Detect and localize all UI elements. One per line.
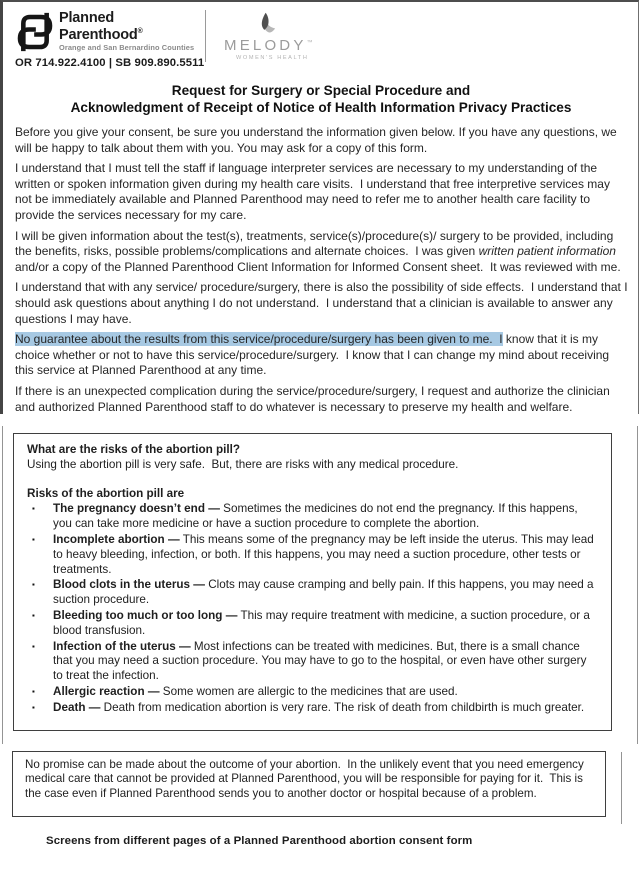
em-dash: —: [193, 578, 205, 592]
italic-phrase: written patient information: [478, 244, 616, 259]
em-dash: —: [147, 684, 160, 698]
risk-term: Allergic reaction: [53, 684, 145, 698]
risk-item: [27, 701, 598, 716]
risks-intro: Using the abortion pill is very safe. But, there are risks with any medical procedure.: [27, 457, 459, 471]
melody-tagline: WOMEN'S HEALTH: [236, 55, 309, 61]
em-dash: —: [208, 502, 220, 516]
risk-text: [53, 701, 598, 716]
consent-page-section: [0, 0, 639, 414]
highlighted-text: No guarantee about the results from this service/procedure/surgery has been given to me. I: [15, 332, 503, 347]
risk-description: Most infections can be treated with medicines. But, there is a small chance that you may need a suction procedure. You may have to go to the hospital, or even have other surgery to treat the infection.: [53, 639, 587, 683]
risk-term: The pregnancy doesn’t end: [53, 502, 205, 516]
em-dash: —: [167, 532, 180, 546]
risks-page-section: [2, 426, 638, 744]
pp-affiliate: Orange and San Bernardino Counties: [59, 42, 195, 52]
header: [15, 10, 627, 69]
page-edge-line: [621, 752, 622, 824]
risk-description: Death from medication abortion is very rare. The risk of death from childbirth is much greater.: [103, 700, 585, 714]
risk-text: [53, 533, 598, 577]
risk-text: [53, 685, 598, 700]
image-caption: Screens from different pages of a Planned Parenthood abortion consent form: [46, 835, 473, 847]
risk-item: [27, 502, 598, 532]
risk-term: Infection of the uterus: [53, 639, 176, 653]
trademark-mark: ™: [306, 40, 313, 46]
planned-parenthood-logo: [15, 10, 205, 69]
form-title-line2: Acknowledgment of Receipt of Notice of Health Information Privacy Practices: [70, 100, 572, 115]
bullet-square-icon: ▪: [32, 580, 35, 590]
form-title: [15, 82, 627, 116]
risks-box: [13, 433, 612, 731]
em-dash: —: [178, 639, 191, 653]
bullet-square-icon: ▪: [32, 504, 35, 514]
em-dash: —: [88, 700, 101, 714]
pp-name-line1: Planned: [59, 10, 114, 26]
risk-description: Some women are allergic to the medicines that are used.: [162, 684, 458, 698]
consent-paragraph-5: No guarantee about the results from this service/procedure/surgery has been given to me. I know that it is my choice whether or not to have this service/procedure/surgery. I know that I can change my mind about receiving this service at Planned Parenthood at any time.: [15, 332, 613, 378]
bullet-square-icon: ▪: [32, 686, 35, 696]
melody-name: MELODY™: [224, 37, 313, 54]
form-title-line1: Request for Surgery or Special Procedure and: [171, 83, 471, 98]
risk-item: [27, 685, 598, 700]
risk-item: [27, 609, 598, 639]
bullet-square-icon: ▪: [32, 641, 35, 651]
risks-heading: What are the risks of the abortion pill?: [27, 443, 240, 456]
risk-term: Incomplete abortion: [53, 532, 165, 546]
risk-description: Sometimes the medicines do not end the pregnancy. If this happens, you can take more medicine or have a suction procedure to complete the abortion.: [53, 502, 578, 531]
risk-term: Death: [53, 700, 86, 714]
bullet-square-icon: ▪: [32, 610, 35, 620]
risk-description: This may require treatment with medicine, a suction procedure, or a blood transfusion.: [53, 608, 590, 637]
risk-term: Bleeding too much or too long: [53, 608, 223, 622]
risk-item: [27, 533, 598, 577]
consent-paragraph-3: I will be given information about the test(s), treatments, service(s)/procedure(s)/ surgery to be provided, including the benefits, risks, possible problems/complications and alternate choices. I was given written patient information and/or a copy of the Planned Parenthood Client Information for Informed Consent sheet. It was reviewed with me.: [15, 228, 621, 274]
risk-text: [53, 609, 598, 639]
consent-paragraph-6: If there is an unexpected complication during the service/procedure/surgery, I request and authorize the clinician and authorized Planned Parenthood staff to do whatever is necessary to preserve my health and welfare.: [15, 383, 614, 414]
bullet-square-icon: ▪: [32, 702, 35, 712]
risk-text: [53, 502, 598, 532]
risk-term: Blood clots in the uterus: [53, 578, 191, 592]
outcome-box: No promise can be made about the outcome of your abortion. In the unlikely event that you need emergency medical care that cannot be provided at Planned Parenthood, you will be responsible for paying for it. This is the case even if Planned Parenthood sends you to another doctor or hospital because of a problem.: [12, 751, 606, 817]
planned-parenthood-mark-icon: [15, 10, 55, 54]
risk-item: [27, 640, 598, 684]
consent-paragraph-4: I understand that with any service/ procedure/surgery, there is also the possibility of side effects. I understand that I should ask questions about anything I do not understand. I understand that a clinician is available to answer any questions I may have.: [15, 280, 631, 326]
em-dash: —: [225, 608, 238, 622]
melody-leaf-icon: [252, 10, 282, 36]
risk-text: [53, 640, 598, 684]
consent-paragraph-2: I understand that I must tell the staff if language interpreter services are necessary to my understanding of the written or spoken information given during my health care visits. I understand that free interpretive services may not be immediately available and Planned Parenthood may need to refer me to another health care facility to provide the services necessary for my care.: [15, 161, 614, 222]
logo-divider: [205, 10, 206, 62]
registered-mark: ®: [137, 28, 143, 35]
bullet-square-icon: ▪: [32, 534, 35, 544]
pp-phone-numbers: OR 714.922.4100 | SB 909.890.5511: [15, 57, 205, 69]
risk-item: [27, 578, 598, 608]
risk-description: This means some of the pregnancy may be left inside the uterus. This may lead to heavy bleeding, infection, or both. If this happens, you may need a suction procedure, other tests or treatments.: [53, 532, 594, 576]
melody-logo: [224, 10, 344, 61]
risk-text: [53, 578, 598, 608]
consent-paragraph-1: Before you give your consent, be sure you understand the information given below. If you have any questions, we will be happy to talk about them with you. You may ask for a copy of this form.: [15, 125, 621, 155]
risks-list-heading: Risks of the abortion pill are: [27, 486, 185, 500]
pp-name-line2: Parenthood®: [59, 26, 143, 43]
risk-description: Clots may cause cramping and belly pain. If this happens, you may need a suction procedure.: [53, 578, 594, 607]
